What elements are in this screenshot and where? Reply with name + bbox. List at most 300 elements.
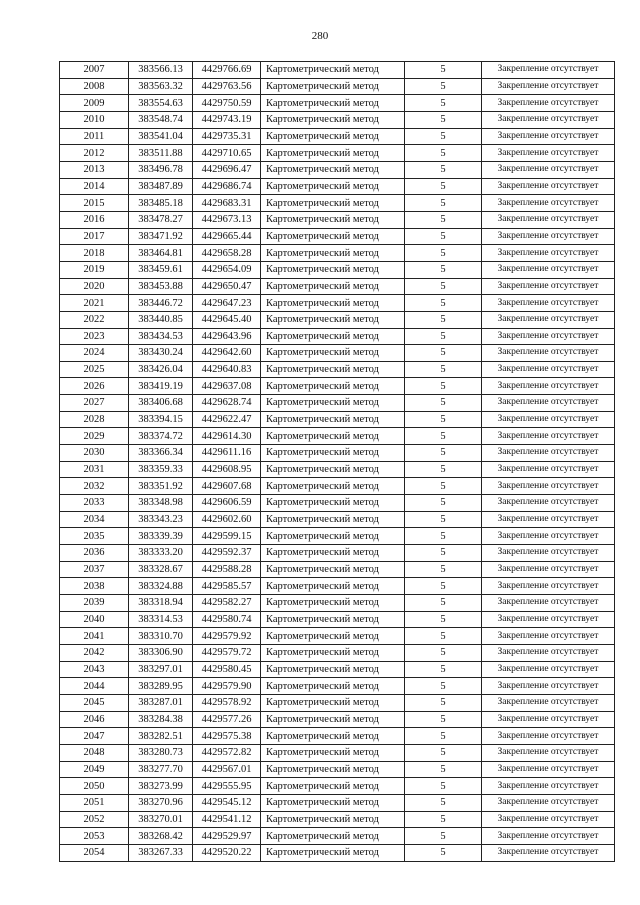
cell-method: Картометрический метод — [261, 478, 405, 495]
cell-fixing: Закрепление отсутствует — [482, 561, 615, 578]
cell-x-coordinate: 383328.67 — [129, 561, 193, 578]
cell-x-coordinate: 383277.70 — [129, 761, 193, 778]
table-row — [60, 428, 615, 445]
cell-y-coordinate: 4429622.47 — [193, 411, 261, 428]
cell-method: Картометрический метод — [261, 628, 405, 645]
cell-accuracy: 5 — [405, 295, 482, 312]
cell-point-number: 2015 — [60, 195, 129, 212]
cell-point-number: 2033 — [60, 495, 129, 512]
cell-method: Картометрический метод — [261, 211, 405, 228]
cell-accuracy: 5 — [405, 595, 482, 612]
cell-accuracy: 5 — [405, 95, 482, 112]
table-row — [60, 844, 615, 861]
cell-point-number: 2040 — [60, 611, 129, 628]
cell-x-coordinate: 383310.70 — [129, 628, 193, 645]
cell-accuracy: 5 — [405, 161, 482, 178]
cell-point-number: 2023 — [60, 328, 129, 345]
cell-fixing: Закрепление отсутствует — [482, 844, 615, 861]
cell-point-number: 2045 — [60, 694, 129, 711]
cell-accuracy: 5 — [405, 511, 482, 528]
cell-accuracy: 5 — [405, 561, 482, 578]
cell-fixing: Закрепление отсутствует — [482, 428, 615, 445]
cell-method: Картометрический метод — [261, 794, 405, 811]
cell-fixing: Закрепление отсутствует — [482, 445, 615, 462]
cell-method: Картометрический метод — [261, 178, 405, 195]
cell-accuracy: 5 — [405, 495, 482, 512]
cell-y-coordinate: 4429579.72 — [193, 644, 261, 661]
cell-fixing: Закрепление отсутствует — [482, 728, 615, 745]
cell-point-number: 2022 — [60, 311, 129, 328]
cell-x-coordinate: 383487.89 — [129, 178, 193, 195]
table-row — [60, 545, 615, 562]
cell-point-number: 2013 — [60, 161, 129, 178]
cell-fixing: Закрепление отсутствует — [482, 578, 615, 595]
cell-point-number: 2043 — [60, 661, 129, 678]
cell-accuracy: 5 — [405, 794, 482, 811]
cell-point-number: 2008 — [60, 78, 129, 95]
cell-y-coordinate: 4429577.26 — [193, 711, 261, 728]
cell-method: Картометрический метод — [261, 778, 405, 795]
cell-x-coordinate: 383366.34 — [129, 445, 193, 462]
table-body — [60, 62, 615, 862]
table-row — [60, 744, 615, 761]
cell-point-number: 2007 — [60, 62, 129, 79]
cell-y-coordinate: 4429599.15 — [193, 528, 261, 545]
cell-fixing: Закрепление отсутствует — [482, 761, 615, 778]
cell-point-number: 2020 — [60, 278, 129, 295]
cell-point-number: 2050 — [60, 778, 129, 795]
cell-accuracy: 5 — [405, 545, 482, 562]
cell-y-coordinate: 4429673.13 — [193, 211, 261, 228]
cell-y-coordinate: 4429529.97 — [193, 828, 261, 845]
cell-x-coordinate: 383434.53 — [129, 328, 193, 345]
cell-accuracy: 5 — [405, 62, 482, 79]
cell-method: Картометрический метод — [261, 428, 405, 445]
table-row — [60, 161, 615, 178]
cell-y-coordinate: 4429743.19 — [193, 111, 261, 128]
cell-point-number: 2031 — [60, 461, 129, 478]
cell-y-coordinate: 4429642.60 — [193, 345, 261, 362]
cell-x-coordinate: 383339.39 — [129, 528, 193, 545]
cell-y-coordinate: 4429735.31 — [193, 128, 261, 145]
cell-fixing: Закрепление отсутствует — [482, 694, 615, 711]
cell-method: Картометрический метод — [261, 228, 405, 245]
cell-method: Картометрический метод — [261, 694, 405, 711]
cell-accuracy: 5 — [405, 411, 482, 428]
cell-x-coordinate: 383267.33 — [129, 844, 193, 861]
cell-method: Картометрический метод — [261, 495, 405, 512]
cell-fixing: Закрепление отсутствует — [482, 661, 615, 678]
cell-fixing: Закрепление отсутствует — [482, 261, 615, 278]
cell-x-coordinate: 383430.24 — [129, 345, 193, 362]
cell-x-coordinate: 383270.01 — [129, 811, 193, 828]
cell-method: Картометрический метод — [261, 345, 405, 362]
cell-y-coordinate: 4429611.16 — [193, 445, 261, 462]
cell-method: Картометрический метод — [261, 328, 405, 345]
cell-accuracy: 5 — [405, 478, 482, 495]
cell-y-coordinate: 4429582.27 — [193, 595, 261, 612]
cell-method: Картометрический метод — [261, 445, 405, 462]
cell-fixing: Закрепление отсутствует — [482, 528, 615, 545]
cell-method: Картометрический метод — [261, 361, 405, 378]
cell-fixing: Закрепление отсутствует — [482, 178, 615, 195]
table-row — [60, 361, 615, 378]
cell-accuracy: 5 — [405, 311, 482, 328]
cell-fixing: Закрепление отсутствует — [482, 644, 615, 661]
cell-x-coordinate: 383324.88 — [129, 578, 193, 595]
cell-point-number: 2018 — [60, 245, 129, 262]
cell-point-number: 2038 — [60, 578, 129, 595]
cell-y-coordinate: 4429588.28 — [193, 561, 261, 578]
cell-fixing: Закрепление отсутствует — [482, 828, 615, 845]
cell-accuracy: 5 — [405, 844, 482, 861]
cell-y-coordinate: 4429766.69 — [193, 62, 261, 79]
cell-y-coordinate: 4429580.45 — [193, 661, 261, 678]
cell-accuracy: 5 — [405, 111, 482, 128]
cell-method: Картометрический метод — [261, 711, 405, 728]
cell-fixing: Закрепление отсутствует — [482, 478, 615, 495]
cell-fixing: Закрепление отсутствует — [482, 228, 615, 245]
table-row — [60, 261, 615, 278]
cell-fixing: Закрепление отсутствует — [482, 545, 615, 562]
table-row — [60, 595, 615, 612]
cell-fixing: Закрепление отсутствует — [482, 245, 615, 262]
cell-y-coordinate: 4429654.09 — [193, 261, 261, 278]
cell-method: Картометрический метод — [261, 844, 405, 861]
cell-method: Картометрический метод — [261, 395, 405, 412]
cell-method: Картометрический метод — [261, 661, 405, 678]
cell-accuracy: 5 — [405, 345, 482, 362]
cell-accuracy: 5 — [405, 811, 482, 828]
cell-method: Картометрический метод — [261, 411, 405, 428]
cell-accuracy: 5 — [405, 528, 482, 545]
cell-point-number: 2051 — [60, 794, 129, 811]
cell-point-number: 2016 — [60, 211, 129, 228]
cell-method: Картометрический метод — [261, 261, 405, 278]
table-row — [60, 495, 615, 512]
cell-fixing: Закрепление отсутствует — [482, 311, 615, 328]
table-row — [60, 395, 615, 412]
cell-y-coordinate: 4429579.92 — [193, 628, 261, 645]
cell-fixing: Закрепление отсутствует — [482, 361, 615, 378]
cell-method: Картометрический метод — [261, 811, 405, 828]
cell-point-number: 2052 — [60, 811, 129, 828]
cell-x-coordinate: 383343.23 — [129, 511, 193, 528]
cell-x-coordinate: 383306.90 — [129, 644, 193, 661]
cell-accuracy: 5 — [405, 678, 482, 695]
cell-fixing: Закрепление отсутствует — [482, 111, 615, 128]
cell-y-coordinate: 4429637.08 — [193, 378, 261, 395]
cell-point-number: 2017 — [60, 228, 129, 245]
cell-point-number: 2047 — [60, 728, 129, 745]
coordinates-table — [59, 61, 615, 862]
cell-fixing: Закрепление отсутствует — [482, 62, 615, 79]
cell-accuracy: 5 — [405, 178, 482, 195]
cell-point-number: 2010 — [60, 111, 129, 128]
cell-method: Картометрический метод — [261, 195, 405, 212]
cell-x-coordinate: 383314.53 — [129, 611, 193, 628]
cell-y-coordinate: 4429614.30 — [193, 428, 261, 445]
cell-accuracy: 5 — [405, 661, 482, 678]
table-row — [60, 111, 615, 128]
cell-x-coordinate: 383541.04 — [129, 128, 193, 145]
cell-y-coordinate: 4429608.95 — [193, 461, 261, 478]
cell-point-number: 2037 — [60, 561, 129, 578]
cell-x-coordinate: 383351.92 — [129, 478, 193, 495]
cell-x-coordinate: 383280.73 — [129, 744, 193, 761]
cell-accuracy: 5 — [405, 778, 482, 795]
cell-y-coordinate: 4429696.47 — [193, 161, 261, 178]
cell-method: Картометрический метод — [261, 161, 405, 178]
cell-method: Картометрический метод — [261, 728, 405, 745]
cell-y-coordinate: 4429750.59 — [193, 95, 261, 112]
table-row — [60, 661, 615, 678]
cell-fixing: Закрепление отсутствует — [482, 328, 615, 345]
cell-method: Картометрический метод — [261, 644, 405, 661]
table-row — [60, 778, 615, 795]
cell-y-coordinate: 4429555.95 — [193, 778, 261, 795]
cell-point-number: 2035 — [60, 528, 129, 545]
table-row — [60, 794, 615, 811]
table-row — [60, 628, 615, 645]
cell-x-coordinate: 383485.18 — [129, 195, 193, 212]
cell-fixing: Закрепление отсутствует — [482, 511, 615, 528]
cell-y-coordinate: 4429647.23 — [193, 295, 261, 312]
cell-method: Картометрический метод — [261, 145, 405, 162]
cell-accuracy: 5 — [405, 211, 482, 228]
cell-x-coordinate: 383287.01 — [129, 694, 193, 711]
table-row — [60, 811, 615, 828]
cell-x-coordinate: 383453.88 — [129, 278, 193, 295]
table-row — [60, 62, 615, 79]
cell-point-number: 2034 — [60, 511, 129, 528]
cell-method: Картометрический метод — [261, 595, 405, 612]
cell-point-number: 2030 — [60, 445, 129, 462]
cell-accuracy: 5 — [405, 461, 482, 478]
table-row — [60, 78, 615, 95]
cell-point-number: 2012 — [60, 145, 129, 162]
table-row — [60, 461, 615, 478]
cell-x-coordinate: 383284.38 — [129, 711, 193, 728]
cell-y-coordinate: 4429658.28 — [193, 245, 261, 262]
cell-y-coordinate: 4429592.37 — [193, 545, 261, 562]
cell-point-number: 2024 — [60, 345, 129, 362]
cell-accuracy: 5 — [405, 728, 482, 745]
cell-method: Картометрический метод — [261, 678, 405, 695]
table-row — [60, 711, 615, 728]
cell-fixing: Закрепление отсутствует — [482, 145, 615, 162]
cell-fixing: Закрепление отсутствует — [482, 711, 615, 728]
cell-x-coordinate: 383446.72 — [129, 295, 193, 312]
cell-y-coordinate: 4429665.44 — [193, 228, 261, 245]
cell-x-coordinate: 383374.72 — [129, 428, 193, 445]
cell-x-coordinate: 383440.85 — [129, 311, 193, 328]
table-row — [60, 145, 615, 162]
cell-x-coordinate: 383406.68 — [129, 395, 193, 412]
table-row — [60, 128, 615, 145]
table-row — [60, 195, 615, 212]
cell-x-coordinate: 383548.74 — [129, 111, 193, 128]
cell-x-coordinate: 383359.33 — [129, 461, 193, 478]
table-row — [60, 95, 615, 112]
cell-x-coordinate: 383554.63 — [129, 95, 193, 112]
cell-y-coordinate: 4429643.96 — [193, 328, 261, 345]
cell-x-coordinate: 383348.98 — [129, 495, 193, 512]
cell-y-coordinate: 4429602.60 — [193, 511, 261, 528]
cell-accuracy: 5 — [405, 361, 482, 378]
cell-point-number: 2048 — [60, 744, 129, 761]
table-row — [60, 211, 615, 228]
table-row — [60, 278, 615, 295]
table-row — [60, 445, 615, 462]
cell-fixing: Закрепление отсутствует — [482, 794, 615, 811]
cell-accuracy: 5 — [405, 445, 482, 462]
table-row — [60, 694, 615, 711]
cell-y-coordinate: 4429579.90 — [193, 678, 261, 695]
cell-point-number: 2044 — [60, 678, 129, 695]
cell-point-number: 2049 — [60, 761, 129, 778]
cell-y-coordinate: 4429578.92 — [193, 694, 261, 711]
cell-method: Картометрический метод — [261, 311, 405, 328]
cell-accuracy: 5 — [405, 328, 482, 345]
table-row — [60, 245, 615, 262]
cell-method: Картометрический метод — [261, 278, 405, 295]
cell-method: Картометрический метод — [261, 828, 405, 845]
cell-y-coordinate: 4429645.40 — [193, 311, 261, 328]
cell-y-coordinate: 4429567.01 — [193, 761, 261, 778]
cell-fixing: Закрепление отсутствует — [482, 461, 615, 478]
cell-y-coordinate: 4429520.22 — [193, 844, 261, 861]
cell-point-number: 2011 — [60, 128, 129, 145]
cell-accuracy: 5 — [405, 828, 482, 845]
cell-y-coordinate: 4429650.47 — [193, 278, 261, 295]
cell-y-coordinate: 4429541.12 — [193, 811, 261, 828]
cell-point-number: 2019 — [60, 261, 129, 278]
cell-y-coordinate: 4429575.38 — [193, 728, 261, 745]
cell-fixing: Закрепление отсутствует — [482, 128, 615, 145]
cell-x-coordinate: 383471.92 — [129, 228, 193, 245]
cell-point-number: 2053 — [60, 828, 129, 845]
cell-point-number: 2025 — [60, 361, 129, 378]
cell-method: Картометрический метод — [261, 78, 405, 95]
cell-x-coordinate: 383268.42 — [129, 828, 193, 845]
cell-x-coordinate: 383511.88 — [129, 145, 193, 162]
cell-y-coordinate: 4429545.12 — [193, 794, 261, 811]
cell-y-coordinate: 4429628.74 — [193, 395, 261, 412]
cell-accuracy: 5 — [405, 245, 482, 262]
cell-point-number: 2027 — [60, 395, 129, 412]
cell-fixing: Закрепление отсутствует — [482, 78, 615, 95]
page-number: 280 — [311, 30, 329, 42]
table-row — [60, 295, 615, 312]
cell-fixing: Закрепление отсутствует — [482, 161, 615, 178]
cell-x-coordinate: 383282.51 — [129, 728, 193, 745]
cell-accuracy: 5 — [405, 694, 482, 711]
cell-fixing: Закрепление отсутствует — [482, 395, 615, 412]
cell-x-coordinate: 383419.19 — [129, 378, 193, 395]
cell-accuracy: 5 — [405, 578, 482, 595]
cell-method: Картометрический метод — [261, 461, 405, 478]
cell-method: Картометрический метод — [261, 578, 405, 595]
cell-method: Картометрический метод — [261, 245, 405, 262]
cell-point-number: 2046 — [60, 711, 129, 728]
cell-point-number: 2009 — [60, 95, 129, 112]
cell-y-coordinate: 4429580.74 — [193, 611, 261, 628]
cell-x-coordinate: 383426.04 — [129, 361, 193, 378]
cell-method: Картометрический метод — [261, 528, 405, 545]
table-row — [60, 178, 615, 195]
table-row — [60, 345, 615, 362]
cell-accuracy: 5 — [405, 195, 482, 212]
cell-point-number: 2042 — [60, 644, 129, 661]
table-row — [60, 644, 615, 661]
cell-fixing: Закрепление отсутствует — [482, 778, 615, 795]
cell-y-coordinate: 4429607.68 — [193, 478, 261, 495]
cell-method: Картометрический метод — [261, 545, 405, 562]
table-row — [60, 561, 615, 578]
cell-accuracy: 5 — [405, 128, 482, 145]
cell-fixing: Закрепление отсутствует — [482, 345, 615, 362]
table-row — [60, 478, 615, 495]
cell-method: Картометрический метод — [261, 62, 405, 79]
cell-x-coordinate: 383289.95 — [129, 678, 193, 695]
cell-fixing: Закрепление отсутствует — [482, 211, 615, 228]
cell-fixing: Закрепление отсутствует — [482, 95, 615, 112]
cell-x-coordinate: 383478.27 — [129, 211, 193, 228]
cell-x-coordinate: 383459.61 — [129, 261, 193, 278]
cell-accuracy: 5 — [405, 628, 482, 645]
cell-x-coordinate: 383270.96 — [129, 794, 193, 811]
cell-y-coordinate: 4429572.82 — [193, 744, 261, 761]
table-row — [60, 678, 615, 695]
cell-point-number: 2039 — [60, 595, 129, 612]
cell-method: Картометрический метод — [261, 511, 405, 528]
cell-point-number: 2041 — [60, 628, 129, 645]
cell-method: Картометрический метод — [261, 761, 405, 778]
table-row — [60, 528, 615, 545]
cell-x-coordinate: 383464.81 — [129, 245, 193, 262]
cell-accuracy: 5 — [405, 261, 482, 278]
table-row — [60, 511, 615, 528]
table-row — [60, 328, 615, 345]
cell-point-number: 2029 — [60, 428, 129, 445]
cell-accuracy: 5 — [405, 711, 482, 728]
cell-method: Картометрический метод — [261, 128, 405, 145]
table-row — [60, 228, 615, 245]
cell-point-number: 2026 — [60, 378, 129, 395]
table-row — [60, 578, 615, 595]
cell-point-number: 2021 — [60, 295, 129, 312]
cell-x-coordinate: 383297.01 — [129, 661, 193, 678]
table-row — [60, 761, 615, 778]
cell-fixing: Закрепление отсутствует — [482, 811, 615, 828]
cell-y-coordinate: 4429710.65 — [193, 145, 261, 162]
cell-accuracy: 5 — [405, 611, 482, 628]
cell-fixing: Закрепление отсутствует — [482, 628, 615, 645]
cell-accuracy: 5 — [405, 278, 482, 295]
table-row — [60, 828, 615, 845]
cell-method: Картометрический метод — [261, 95, 405, 112]
cell-accuracy: 5 — [405, 228, 482, 245]
table-row — [60, 611, 615, 628]
cell-accuracy: 5 — [405, 78, 482, 95]
cell-point-number: 2028 — [60, 411, 129, 428]
cell-accuracy: 5 — [405, 744, 482, 761]
cell-fixing: Закрепление отсутствует — [482, 411, 615, 428]
cell-method: Картометрический метод — [261, 295, 405, 312]
cell-x-coordinate: 383318.94 — [129, 595, 193, 612]
table-row — [60, 378, 615, 395]
